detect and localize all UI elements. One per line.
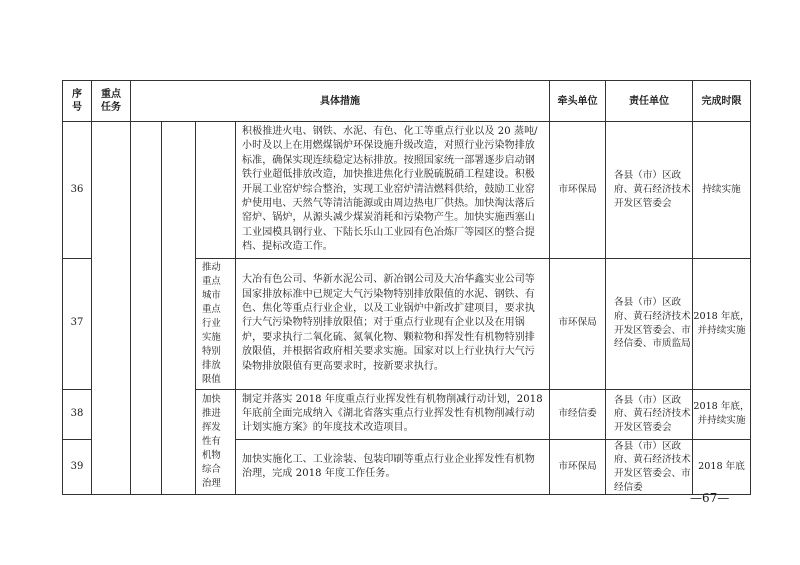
component-cell: 推动重点城市重点行业实施特别排放限值 [196, 258, 236, 389]
row-number: 37 [63, 258, 92, 389]
responsible-unit: 各县（市）区政府、黄石经济技术开发区管委会、市经信委 [606, 439, 693, 494]
lead-unit: 市环保局 [550, 122, 606, 259]
table-row-36 [63, 122, 751, 259]
measure-text: 加快实施化工、工业涂装、包装印刷等重点行业企业挥发性有机物治理，完成 2018 年度工作任务。 [236, 439, 550, 494]
sub-task-cell [131, 122, 162, 495]
task-cell [92, 122, 131, 495]
component-cell [196, 122, 236, 259]
header-no: 序号 [63, 81, 92, 122]
measure-text: 积极推进火电、钢铁、水泥、有色、化工等重点行业以及 20 蒸吨/小时及以上在用燃煤锅炉环保设施升级改造，对照行业污染物排放标准，确保实现连续稳定达标排放。按照国家统一部署逐步启动钢铁行业超低排放改造，加快推进焦化行业脱硫脱硝工程建设。积极开展工业窑炉综合整治，实现工业窑炉清洁燃料供给，鼓励工业窑炉使用电、天然气等清洁能源或由周边热电厂供热。加快淘汰落后窑炉、锅炉，从源头减少煤炭消耗和污染物产生。加快实施西塞山工业园模具钢行业、下陆长乐山工业园有色冶炼厂等园区的整合提档、提标改造工作。 [236, 122, 550, 259]
component-cell: 加快推进挥发性有机物综合治理 [196, 389, 236, 495]
responsible-unit: 各县（市）区政府、黄石经济技术开发区管委会 [606, 389, 693, 439]
sub-task-cell-2 [162, 122, 196, 495]
row-number: 39 [63, 439, 92, 494]
header-deadline: 完成时限 [693, 81, 751, 122]
header-lead: 牵头单位 [550, 81, 606, 122]
row-number: 38 [63, 389, 92, 439]
header-task: 重点任务 [92, 81, 131, 122]
header-measures: 具体措施 [131, 81, 550, 122]
header-responsible: 责任单位 [606, 81, 693, 122]
lead-unit: 市经信委 [550, 389, 606, 439]
lead-unit: 市环保局 [550, 258, 606, 389]
measure-text: 制定并落实 2018 年度重点行业挥发性有机物削减行动计划，2018 年底前全面完成纳入《湖北省落实重点行业挥发性有机物削减行动计划实施方案》的年度技术改造项目。 [236, 389, 550, 439]
lead-unit: 市环保局 [550, 439, 606, 494]
measures-table [62, 80, 751, 495]
responsible-unit: 各县（市）区政府、黄石经济技术开发区管委会 [606, 122, 693, 259]
header-row [63, 81, 751, 122]
measure-text: 大冶有色公司、华新水泥公司、新冶钢公司及大冶华鑫实业公司等国家排放标准中已规定大气污染物特别排放限值的水泥、钢铁、有色、焦化等重点行业企业，以及工业锅炉中新改扩建项目，要求执行大气污染物特别排放限值；对于重点行业现有企业以及在用锅炉，要求执行二氧化硫、氮氧化物、颗粒物和挥发性有机物特别排放限值，并根据省政府相关要求实施。国家对以上行业执行大气污染物排放限值有更高要求时，按新要求执行。 [236, 258, 550, 389]
row-number: 36 [63, 122, 92, 259]
deadline: 2018 年底，并持续实施 [693, 258, 751, 389]
page-number: —67— [690, 491, 730, 505]
responsible-unit: 各县（市）区政府、黄石经济技术开发区管委会、市经信委、市质监局 [606, 258, 693, 389]
deadline: 2018 年底 [693, 439, 751, 494]
deadline: 持续实施 [693, 122, 751, 259]
deadline: 2018 年底，并持续实施 [693, 389, 751, 439]
